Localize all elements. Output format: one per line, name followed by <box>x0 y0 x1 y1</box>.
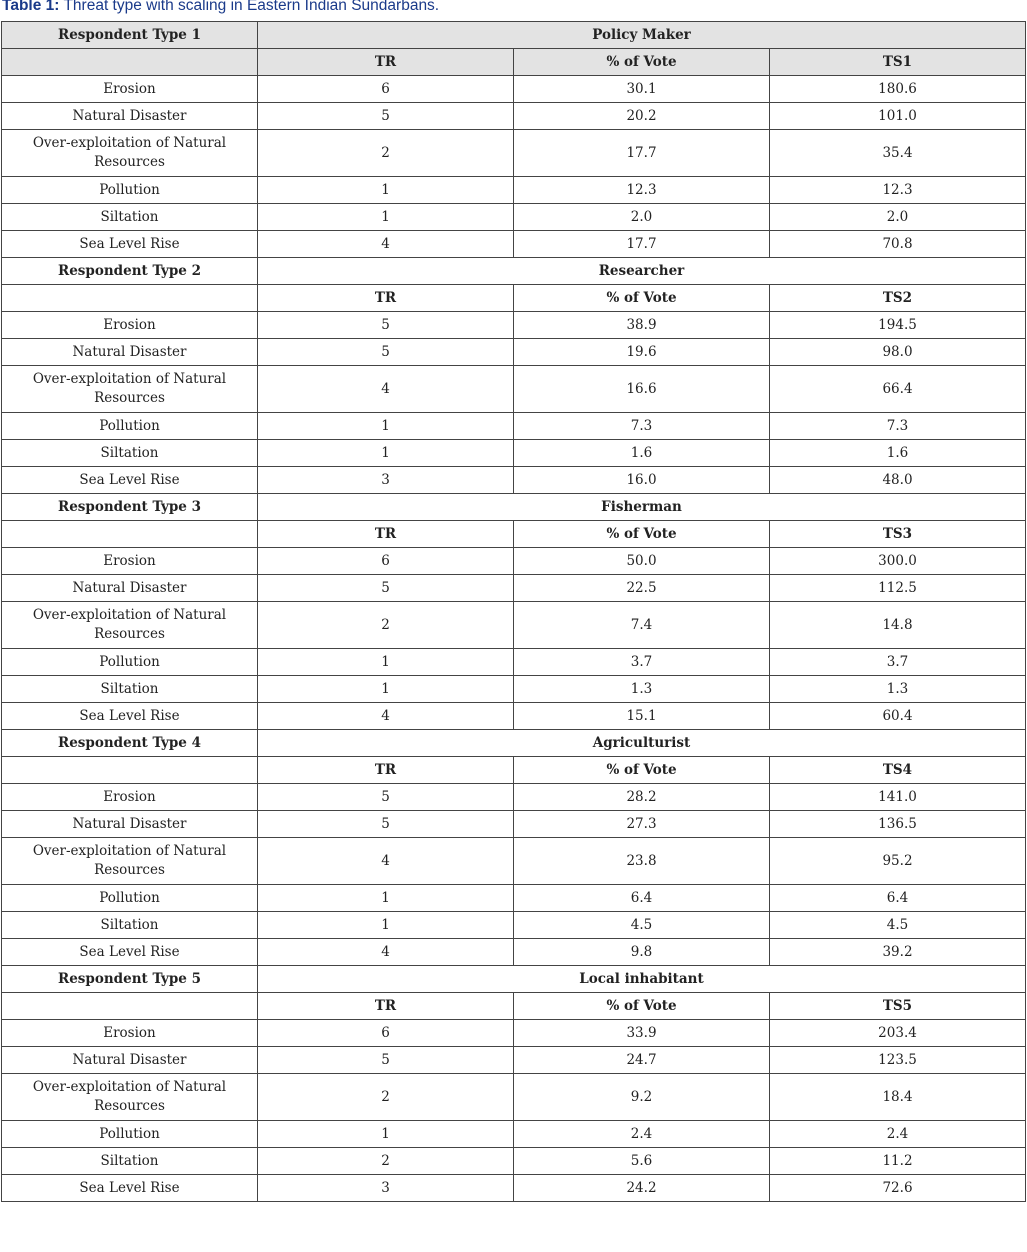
section-header-row <box>2 22 1026 49</box>
table-row <box>2 1074 1026 1121</box>
respondent-type-label: Respondent Type 2 <box>2 258 258 285</box>
ts-cell: 66.4 <box>770 366 1026 413</box>
threat-cell: Siltation <box>2 1148 258 1175</box>
ts-cell: 18.4 <box>770 1074 1026 1121</box>
vote-cell: 16.6 <box>514 366 770 413</box>
vote-cell: 20.2 <box>514 103 770 130</box>
section-header-row <box>2 730 1026 757</box>
threat-cell: Natural Disaster <box>2 339 258 366</box>
header-blank-cell <box>2 993 258 1020</box>
threat-cell: Siltation <box>2 912 258 939</box>
vote-cell: 7.4 <box>514 602 770 649</box>
threat-cell: Over-exploitation of Natural Resources <box>2 130 258 177</box>
tr-cell: 5 <box>258 575 514 602</box>
table-row <box>2 838 1026 885</box>
threat-cell: Pollution <box>2 885 258 912</box>
header-tr: TR <box>258 757 514 784</box>
tr-cell: 4 <box>258 366 514 413</box>
ts-cell: 2.4 <box>770 1121 1026 1148</box>
table-row <box>2 602 1026 649</box>
threat-cell: Siltation <box>2 204 258 231</box>
table-row <box>2 103 1026 130</box>
tr-cell: 1 <box>258 1121 514 1148</box>
column-header-row <box>2 521 1026 548</box>
table-row <box>2 784 1026 811</box>
table-row <box>2 1020 1026 1047</box>
table-row <box>2 1175 1026 1202</box>
tr-cell: 1 <box>258 912 514 939</box>
vote-cell: 1.6 <box>514 440 770 467</box>
table-row <box>2 204 1026 231</box>
vote-cell: 22.5 <box>514 575 770 602</box>
tr-cell: 5 <box>258 339 514 366</box>
vote-cell: 28.2 <box>514 784 770 811</box>
ts-cell: 123.5 <box>770 1047 1026 1074</box>
tr-cell: 4 <box>258 231 514 258</box>
table-row <box>2 885 1026 912</box>
table-row <box>2 939 1026 966</box>
ts-cell: 7.3 <box>770 413 1026 440</box>
ts-cell: 2.0 <box>770 204 1026 231</box>
vote-cell: 9.8 <box>514 939 770 966</box>
header-vote: % of Vote <box>514 285 770 312</box>
respondent-type-label: Respondent Type 5 <box>2 966 258 993</box>
ts-cell: 180.6 <box>770 76 1026 103</box>
header-blank-cell <box>2 285 258 312</box>
ts-cell: 95.2 <box>770 838 1026 885</box>
table-row <box>2 467 1026 494</box>
respondent-group-name: Policy Maker <box>258 22 1026 49</box>
tr-cell: 5 <box>258 1047 514 1074</box>
tr-cell: 5 <box>258 312 514 339</box>
vote-cell: 1.3 <box>514 676 770 703</box>
header-ts: TS5 <box>770 993 1026 1020</box>
table-row <box>2 676 1026 703</box>
threat-cell: Natural Disaster <box>2 575 258 602</box>
header-vote: % of Vote <box>514 521 770 548</box>
threat-table <box>1 21 1026 1202</box>
ts-cell: 48.0 <box>770 467 1026 494</box>
threat-cell: Sea Level Rise <box>2 231 258 258</box>
vote-cell: 50.0 <box>514 548 770 575</box>
tr-cell: 3 <box>258 1175 514 1202</box>
table-row <box>2 312 1026 339</box>
section-header-row <box>2 966 1026 993</box>
vote-cell: 4.5 <box>514 912 770 939</box>
column-header-row <box>2 285 1026 312</box>
table-row <box>2 130 1026 177</box>
tr-cell: 6 <box>258 76 514 103</box>
ts-cell: 101.0 <box>770 103 1026 130</box>
tr-cell: 2 <box>258 602 514 649</box>
threat-cell: Over-exploitation of Natural Resources <box>2 1074 258 1121</box>
table-row <box>2 413 1026 440</box>
table-row <box>2 76 1026 103</box>
ts-cell: 14.8 <box>770 602 1026 649</box>
tr-cell: 5 <box>258 811 514 838</box>
header-ts: TS2 <box>770 285 1026 312</box>
threat-cell: Sea Level Rise <box>2 467 258 494</box>
tr-cell: 4 <box>258 838 514 885</box>
ts-cell: 112.5 <box>770 575 1026 602</box>
ts-cell: 39.2 <box>770 939 1026 966</box>
ts-cell: 60.4 <box>770 703 1026 730</box>
vote-cell: 24.7 <box>514 1047 770 1074</box>
header-blank-cell <box>2 521 258 548</box>
vote-cell: 3.7 <box>514 649 770 676</box>
tr-cell: 1 <box>258 440 514 467</box>
header-tr: TR <box>258 49 514 76</box>
header-tr: TR <box>258 993 514 1020</box>
table-row <box>2 339 1026 366</box>
table-row <box>2 703 1026 730</box>
tr-cell: 6 <box>258 548 514 575</box>
tr-cell: 1 <box>258 177 514 204</box>
table-row <box>2 1148 1026 1175</box>
threat-cell: Sea Level Rise <box>2 703 258 730</box>
table-row <box>2 440 1026 467</box>
tr-cell: 1 <box>258 885 514 912</box>
table-row <box>2 366 1026 413</box>
header-tr: TR <box>258 521 514 548</box>
threat-cell: Pollution <box>2 413 258 440</box>
vote-cell: 19.6 <box>514 339 770 366</box>
tr-cell: 1 <box>258 413 514 440</box>
header-ts: TS3 <box>770 521 1026 548</box>
section-header-row <box>2 258 1026 285</box>
threat-cell: Natural Disaster <box>2 811 258 838</box>
respondent-group-name: Local inhabitant <box>258 966 1026 993</box>
threat-cell: Pollution <box>2 1121 258 1148</box>
threat-cell: Pollution <box>2 649 258 676</box>
vote-cell: 27.3 <box>514 811 770 838</box>
header-blank-cell <box>2 757 258 784</box>
table-row <box>2 231 1026 258</box>
ts-cell: 300.0 <box>770 548 1026 575</box>
respondent-type-label: Respondent Type 1 <box>2 22 258 49</box>
ts-cell: 12.3 <box>770 177 1026 204</box>
tr-cell: 2 <box>258 130 514 177</box>
table-caption <box>2 0 439 16</box>
ts-cell: 1.6 <box>770 440 1026 467</box>
column-header-row <box>2 993 1026 1020</box>
threat-cell: Erosion <box>2 312 258 339</box>
threat-cell: Over-exploitation of Natural Resources <box>2 602 258 649</box>
threat-cell: Sea Level Rise <box>2 939 258 966</box>
vote-cell: 15.1 <box>514 703 770 730</box>
header-vote: % of Vote <box>514 993 770 1020</box>
section-header-row <box>2 494 1026 521</box>
ts-cell: 6.4 <box>770 885 1026 912</box>
threat-cell: Erosion <box>2 76 258 103</box>
threat-cell: Erosion <box>2 784 258 811</box>
respondent-type-label: Respondent Type 3 <box>2 494 258 521</box>
header-blank-cell <box>2 49 258 76</box>
threat-cell: Over-exploitation of Natural Resources <box>2 838 258 885</box>
vote-cell: 9.2 <box>514 1074 770 1121</box>
ts-cell: 35.4 <box>770 130 1026 177</box>
threat-cell: Sea Level Rise <box>2 1175 258 1202</box>
respondent-group-name: Agriculturist <box>258 730 1026 757</box>
vote-cell: 23.8 <box>514 838 770 885</box>
ts-cell: 72.6 <box>770 1175 1026 1202</box>
table-row <box>2 548 1026 575</box>
tr-cell: 2 <box>258 1148 514 1175</box>
tr-cell: 1 <box>258 676 514 703</box>
caption-label: Table 1: <box>2 0 60 14</box>
ts-cell: 194.5 <box>770 312 1026 339</box>
threat-cell: Pollution <box>2 177 258 204</box>
table-row <box>2 912 1026 939</box>
table-row <box>2 575 1026 602</box>
threat-cell: Over-exploitation of Natural Resources <box>2 366 258 413</box>
ts-cell: 3.7 <box>770 649 1026 676</box>
threat-cell: Natural Disaster <box>2 1047 258 1074</box>
header-vote: % of Vote <box>514 757 770 784</box>
respondent-type-label: Respondent Type 4 <box>2 730 258 757</box>
threat-cell: Siltation <box>2 440 258 467</box>
table-row <box>2 811 1026 838</box>
header-tr: TR <box>258 285 514 312</box>
ts-cell: 141.0 <box>770 784 1026 811</box>
vote-cell: 30.1 <box>514 76 770 103</box>
ts-cell: 1.3 <box>770 676 1026 703</box>
tr-cell: 5 <box>258 784 514 811</box>
caption-text: Threat type with scaling in Eastern Indian Sundarbans. <box>63 0 440 14</box>
table-row <box>2 1121 1026 1148</box>
ts-cell: 98.0 <box>770 339 1026 366</box>
header-ts: TS1 <box>770 49 1026 76</box>
respondent-group-name: Researcher <box>258 258 1026 285</box>
vote-cell: 5.6 <box>514 1148 770 1175</box>
column-header-row <box>2 757 1026 784</box>
threat-cell: Erosion <box>2 548 258 575</box>
tr-cell: 4 <box>258 939 514 966</box>
vote-cell: 2.4 <box>514 1121 770 1148</box>
vote-cell: 17.7 <box>514 130 770 177</box>
header-vote: % of Vote <box>514 49 770 76</box>
table-row <box>2 1047 1026 1074</box>
vote-cell: 17.7 <box>514 231 770 258</box>
threat-cell: Erosion <box>2 1020 258 1047</box>
ts-cell: 203.4 <box>770 1020 1026 1047</box>
tr-cell: 2 <box>258 1074 514 1121</box>
tr-cell: 5 <box>258 103 514 130</box>
tr-cell: 3 <box>258 467 514 494</box>
header-ts: TS4 <box>770 757 1026 784</box>
table-row <box>2 177 1026 204</box>
respondent-group-name: Fisherman <box>258 494 1026 521</box>
vote-cell: 6.4 <box>514 885 770 912</box>
tr-cell: 4 <box>258 703 514 730</box>
ts-cell: 4.5 <box>770 912 1026 939</box>
column-header-row <box>2 49 1026 76</box>
vote-cell: 38.9 <box>514 312 770 339</box>
threat-cell: Siltation <box>2 676 258 703</box>
vote-cell: 33.9 <box>514 1020 770 1047</box>
threat-cell: Natural Disaster <box>2 103 258 130</box>
ts-cell: 11.2 <box>770 1148 1026 1175</box>
vote-cell: 7.3 <box>514 413 770 440</box>
tr-cell: 1 <box>258 649 514 676</box>
tr-cell: 1 <box>258 204 514 231</box>
vote-cell: 16.0 <box>514 467 770 494</box>
ts-cell: 136.5 <box>770 811 1026 838</box>
vote-cell: 2.0 <box>514 204 770 231</box>
table-row <box>2 649 1026 676</box>
tr-cell: 6 <box>258 1020 514 1047</box>
vote-cell: 24.2 <box>514 1175 770 1202</box>
vote-cell: 12.3 <box>514 177 770 204</box>
ts-cell: 70.8 <box>770 231 1026 258</box>
